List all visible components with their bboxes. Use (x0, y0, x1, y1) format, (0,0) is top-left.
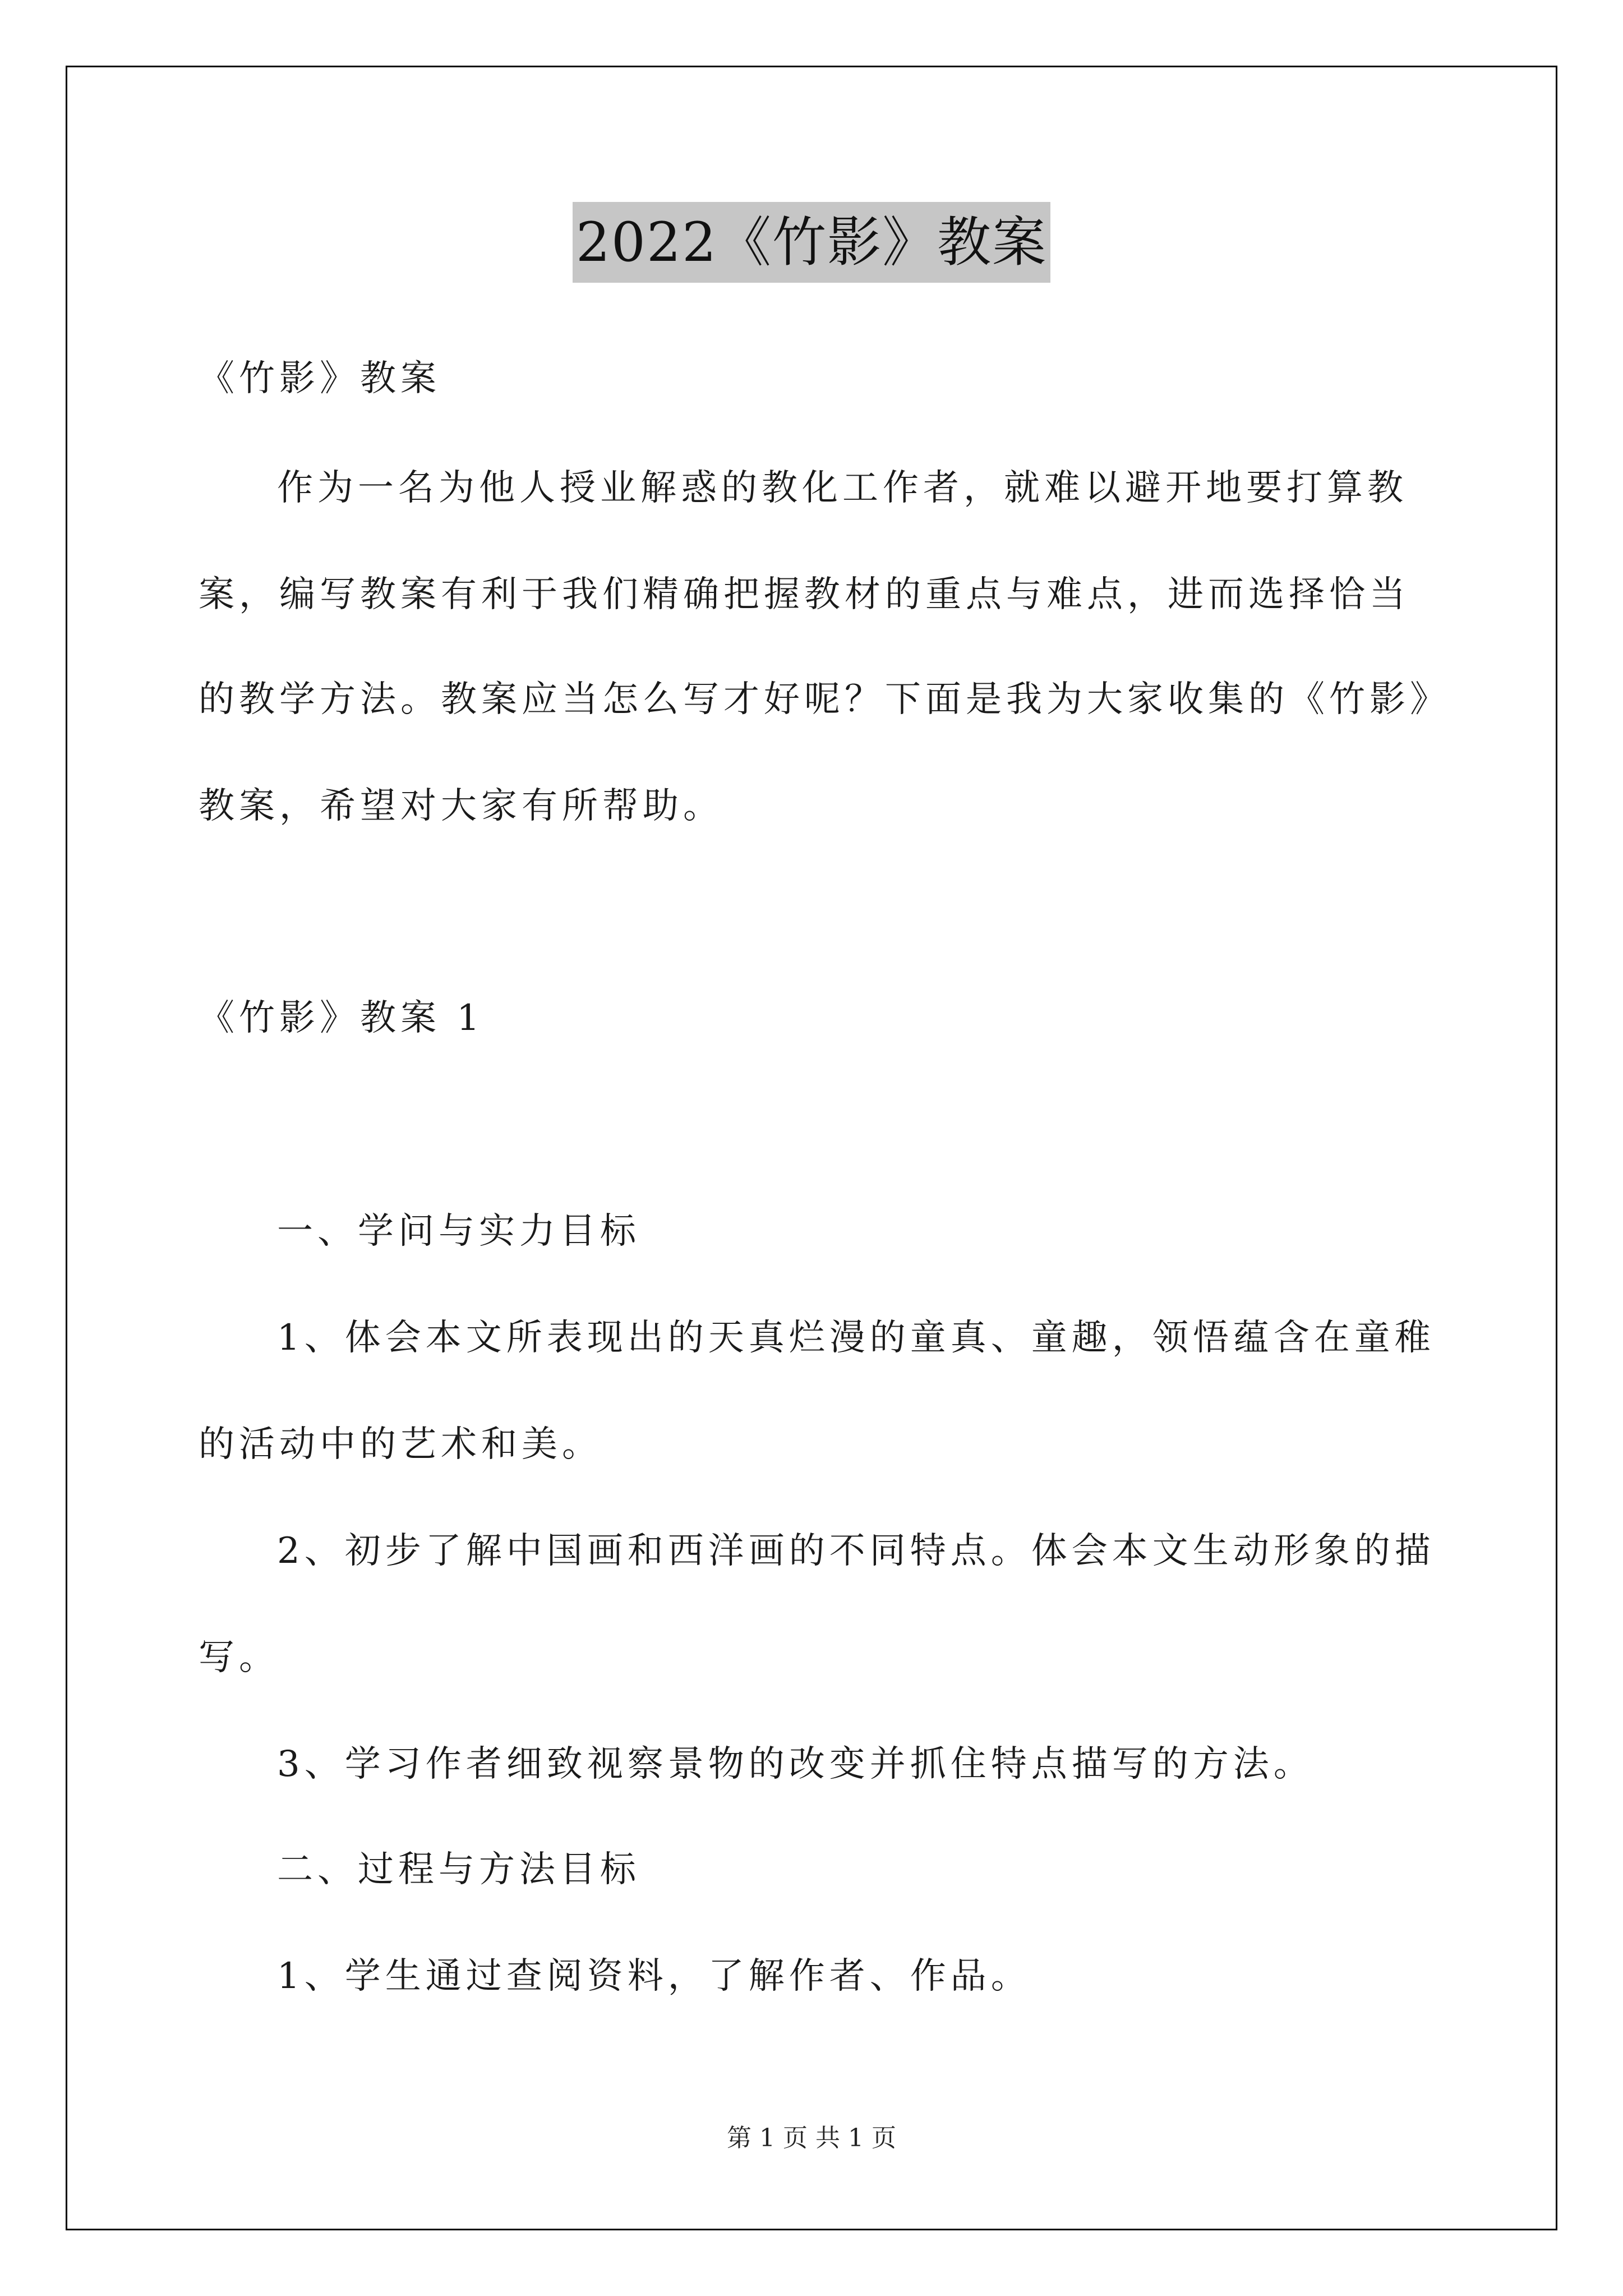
intro-line-3: 的教学方法。教案应当怎么写才好呢？下面是我为大家收集的《竹影》 (199, 679, 1450, 720)
objective-heading-1: 一、学问与实力目标 (277, 1211, 640, 1252)
section-heading: 《竹影》教案 1 (199, 997, 485, 1039)
objective-item-2-line-2: 写。 (199, 1637, 279, 1678)
document-title: 2022《竹影》教案 (573, 202, 1050, 283)
objective-heading-2: 二、过程与方法目标 (277, 1849, 640, 1890)
intro-line-4: 教案，希望对大家有所帮助。 (199, 785, 723, 827)
objective-item-3: 3、学习作者细致视察景物的改变并抓住特点描写的方法。 (277, 1743, 1314, 1785)
objective-item-1-line-2: 的活动中的艺术和美。 (199, 1424, 602, 1465)
process-item-1: 1、学生通过查阅资料，了解作者、作品。 (277, 1955, 1031, 1997)
intro-line-2: 案，编写教案有利于我们精确把握教材的重点与难点，进而选择恰当 (199, 574, 1410, 615)
title-container (0, 202, 1623, 283)
objective-item-2-line-1: 2、初步了解中国画和西洋画的不同特点。体会本文生动形象的描 (277, 1530, 1435, 1572)
subtitle: 《竹影》教案 (199, 358, 441, 399)
page-footer: 第 1 页 共 1 页 (727, 2124, 896, 2152)
intro-line-1: 作为一名为他人授业解惑的教化工作者，就难以避开地要打算教 (277, 467, 1408, 509)
objective-item-1-line-1: 1、体会本文所表现出的天真烂漫的童真、童趣，领悟蕴含在童稚 (277, 1317, 1435, 1359)
